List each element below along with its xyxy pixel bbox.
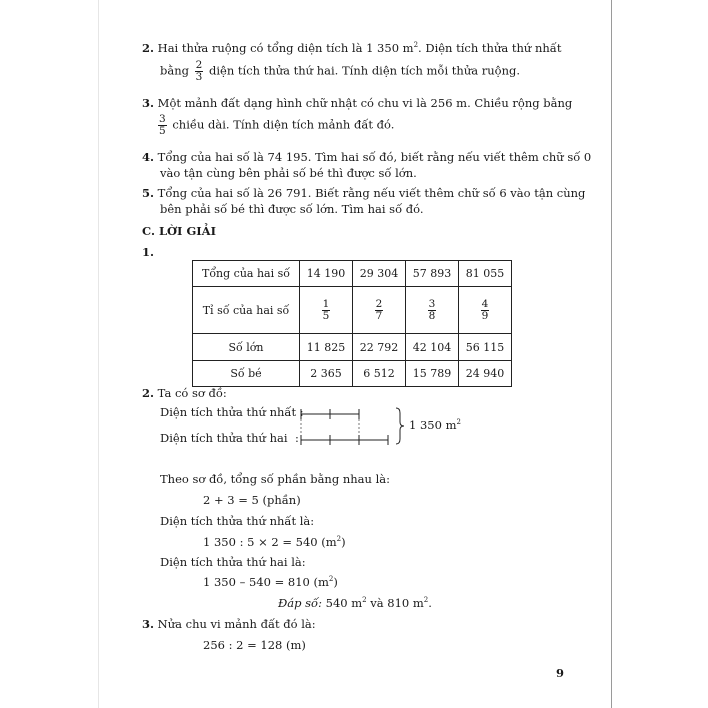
problem-2-line1: [142, 41, 561, 56]
answer-text-end: .: [428, 596, 432, 610]
solution-2-intro: [142, 386, 227, 401]
problem-5-number: 5.: [142, 186, 155, 200]
fraction-numerator: 1: [322, 297, 330, 310]
problem-3-line2: [156, 114, 394, 137]
table-cell: 2 365: [300, 361, 353, 387]
problem-4-line1: [142, 150, 591, 165]
problem-2-line2-start: bằng: [160, 63, 189, 78]
superscript: 2: [362, 596, 367, 605]
diagram-label-second: Diện tích thửa thứ hai: [160, 431, 288, 445]
table-cell: 24 940: [459, 361, 512, 387]
fraction-3-5: [158, 114, 167, 137]
segment-diagram: [296, 404, 406, 446]
table-cell: 6 512: [353, 361, 406, 387]
row-label-sum: Tổng của hai số: [193, 261, 300, 287]
problem-2-line2: [160, 60, 520, 83]
solution-2-line1: Theo sơ đồ, tổng số phần bằng nhau là:: [160, 472, 390, 486]
dashed-guides: [301, 419, 359, 435]
table-cell: [300, 287, 353, 334]
answer-label: Đáp số:: [278, 596, 322, 610]
table-cell: 81 055: [459, 261, 512, 287]
problem-3-text: Một mảnh đất dạng hình chữ nhật có chu vi là 256 m. Chiều rộng bằng: [157, 96, 573, 110]
table-cell: 57 893: [406, 261, 459, 287]
problem-3-line1: [142, 96, 572, 111]
fraction-2-3: [195, 60, 204, 83]
total-text: 1 350 m: [409, 418, 457, 432]
ratio-fraction: [322, 299, 331, 322]
curly-brace: [396, 408, 404, 444]
table-cell: [353, 287, 406, 334]
solution-3-number: 3.: [142, 617, 155, 631]
solution-3-text: Nửa chu vi mảnh đất đó là:: [157, 617, 316, 631]
problem-3-number: 3.: [142, 96, 155, 110]
section-title: C. LỜI GIẢI: [142, 224, 216, 238]
fraction-denominator: 7: [375, 309, 383, 322]
answer-text: 540 m: [321, 596, 363, 610]
solution-2-line3: Diện tích thửa thứ hai là:: [160, 555, 306, 569]
answer-text-mid: và 810 m: [366, 596, 424, 610]
problem-5-line1: [142, 186, 585, 201]
solution-2-calc2: [203, 535, 346, 550]
problem-4-number: 4.: [142, 150, 155, 164]
table-cell: 56 115: [459, 334, 512, 361]
solution-2-calc1: 2 + 3 = 5 (phần): [203, 493, 301, 507]
second-field-segment: [301, 435, 388, 445]
calc-text: 1 350 – 540 = 810 (m: [203, 575, 329, 589]
calc-text-end: ): [341, 535, 346, 549]
row-label-large: Số lớn: [193, 334, 300, 361]
superscript: 2: [423, 596, 429, 605]
diagram-label-first: Diện tích thửa thứ nhất :: [160, 405, 304, 419]
table-cell: 42 104: [406, 334, 459, 361]
problem-2-text-end: . Diện tích thửa thứ nhất: [418, 41, 562, 55]
page-number: 9: [556, 666, 565, 680]
table-cell: [459, 287, 512, 334]
calc-text-end: ): [333, 575, 338, 589]
calc-text: 1 350 : 5 × 2 = 540 (m: [203, 535, 337, 549]
solution-3-line1: [142, 617, 316, 632]
table-cell: 22 792: [353, 334, 406, 361]
row-label-ratio: Tỉ số của hai số: [193, 287, 300, 334]
problem-3-line2-end: chiều dài. Tính diện tích mảnh đất đó.: [172, 117, 395, 132]
solution-2-line2: Diện tích thửa thứ nhất là:: [160, 514, 315, 528]
table-row-sum: [193, 261, 512, 287]
table-row-small: [193, 361, 512, 387]
superscript: 2: [328, 575, 334, 584]
fraction-denominator: 5: [322, 309, 330, 322]
solution-2-answer: [278, 596, 432, 611]
fraction-numerator: 2: [375, 297, 383, 310]
row-label-small: Số bé: [193, 361, 300, 387]
fraction-numerator: 2: [195, 59, 203, 71]
fraction-denominator: 5: [159, 125, 166, 137]
table-cell: [406, 287, 459, 334]
superscript: 2: [413, 41, 419, 50]
problem-2-number: 2.: [142, 41, 155, 55]
ratio-fraction: [375, 299, 384, 322]
fraction-denominator: 3: [195, 71, 203, 83]
superscript: 2: [456, 418, 461, 427]
solution-3-calc1: 256 : 2 = 128 (m): [203, 638, 306, 652]
fraction-numerator: 3: [159, 113, 166, 125]
table-row-ratio: [193, 287, 512, 334]
table-cell: 29 304: [353, 261, 406, 287]
fraction-numerator: 4: [481, 297, 489, 310]
problem-4-line2: vào tận cùng bên phải số bé thì được số lớn.: [160, 166, 417, 180]
solution-2-calc3: [203, 575, 338, 590]
problem-4-text: Tổng của hai số là 74 195. Tìm hai số đó, biết rằng nếu viết thêm chữ số 0: [157, 150, 592, 164]
fraction-denominator: 8: [428, 309, 436, 322]
ratio-table: [192, 260, 512, 387]
solution-2-number: 2.: [142, 386, 155, 400]
solution-2-intro-text: Ta có sơ đồ:: [157, 386, 227, 400]
table-cell: 11 825: [300, 334, 353, 361]
ratio-fraction: [428, 299, 437, 322]
superscript: 2: [336, 535, 342, 544]
problem-2-text: Hai thửa ruộng có tổng diện tích là 1 350 m: [157, 41, 414, 55]
problem-5-line2: bên phải số bé thì được số lớn. Tìm hai số đó.: [160, 202, 424, 216]
problem-5-text: Tổng của hai số là 26 791. Biết rằng nếu viết thêm chữ số 6 vào tận cùng: [157, 186, 586, 200]
solution-1-number: 1.: [142, 245, 155, 259]
first-field-segment: [301, 409, 359, 419]
fraction-denominator: 9: [481, 309, 489, 322]
table-cell: 15 789: [406, 361, 459, 387]
fraction-numerator: 3: [428, 297, 436, 310]
diagram-colon: :: [295, 431, 299, 445]
problem-2-line2-end: diện tích thửa thứ hai. Tính diện tích mỗi thửa ruộng.: [209, 63, 520, 78]
diagram-total: [409, 418, 461, 433]
table-row-large: [193, 334, 512, 361]
table-cell: 14 190: [300, 261, 353, 287]
ratio-fraction: [481, 299, 490, 322]
